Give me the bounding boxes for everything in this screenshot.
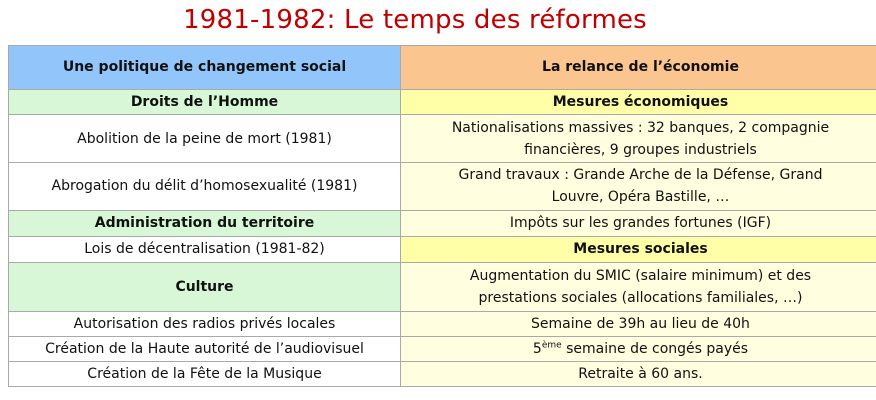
- cell-nationalisations: [401, 115, 876, 163]
- cell-line: Grand travaux : Grande Arche de la Défense, Grand: [458, 167, 823, 184]
- cell-39h-week: Semaine de 39h au lieu de 40h: [401, 312, 876, 337]
- header-social-change: Une politique de changement social: [9, 46, 401, 90]
- table-row: [9, 210, 876, 236]
- cell-decentralisation: Lois de décentralisation (1981-82): [9, 236, 401, 262]
- cell-death-penalty: Abolition de la peine de mort (1981): [9, 115, 401, 163]
- cell-paid-leave: [401, 337, 876, 362]
- cell-private-radios: Autorisation des radios privés locales: [9, 312, 401, 337]
- section-social-measures: Mesures sociales: [401, 236, 876, 262]
- cell-line: Nationalisations massives : 32 banques, 2 compagnie: [451, 119, 830, 136]
- section-culture: Culture: [9, 262, 401, 312]
- table-row: [9, 362, 876, 387]
- cell-audiovisual-authority: Création de la Haute autorité de l’audiovisuel: [9, 337, 401, 362]
- cell-line: prestations sociales (allocations familiales, …): [478, 289, 803, 306]
- header-economy-relaunch: La relance de l’économie: [401, 46, 876, 90]
- page-title: 1981-1982: Le temps des réformes: [183, 5, 647, 35]
- cell-music-festival: Création de la Fête de la Musique: [9, 362, 401, 387]
- cell-wealth-tax: Impôts sur les grandes fortunes (IGF): [401, 210, 876, 236]
- table-row: [9, 312, 876, 337]
- table-row: [9, 163, 876, 211]
- table-row: [9, 89, 876, 115]
- cell-line: financières, 9 groupes industriels: [524, 141, 757, 158]
- paid-leave-number: 5: [532, 341, 542, 358]
- cell-line: Louvre, Opéra Bastille, …: [551, 189, 730, 206]
- reforms-table: [8, 45, 876, 387]
- cell-retirement: Retraite à 60 ans.: [401, 362, 876, 387]
- cell-homosexuality-offence: Abrogation du délit d’homosexualité (1981): [9, 163, 401, 211]
- cell-grand-works: [401, 163, 876, 211]
- section-human-rights: Droits de l’Homme: [9, 89, 401, 115]
- table-row: [9, 115, 876, 163]
- section-economic-measures: Mesures économiques: [401, 89, 876, 115]
- paid-leave-ordinal: ème: [541, 340, 562, 351]
- cell-line: Augmentation du SMIC (salaire minimum) et des: [469, 267, 812, 284]
- table-row: [9, 337, 876, 362]
- paid-leave-text: semaine de congés payés: [561, 341, 749, 358]
- table-row: [9, 236, 876, 262]
- table-row: [9, 262, 876, 312]
- cell-smic-increase: [401, 262, 876, 312]
- table-header-row: [9, 46, 876, 90]
- section-territory-administration: Administration du territoire: [9, 210, 401, 236]
